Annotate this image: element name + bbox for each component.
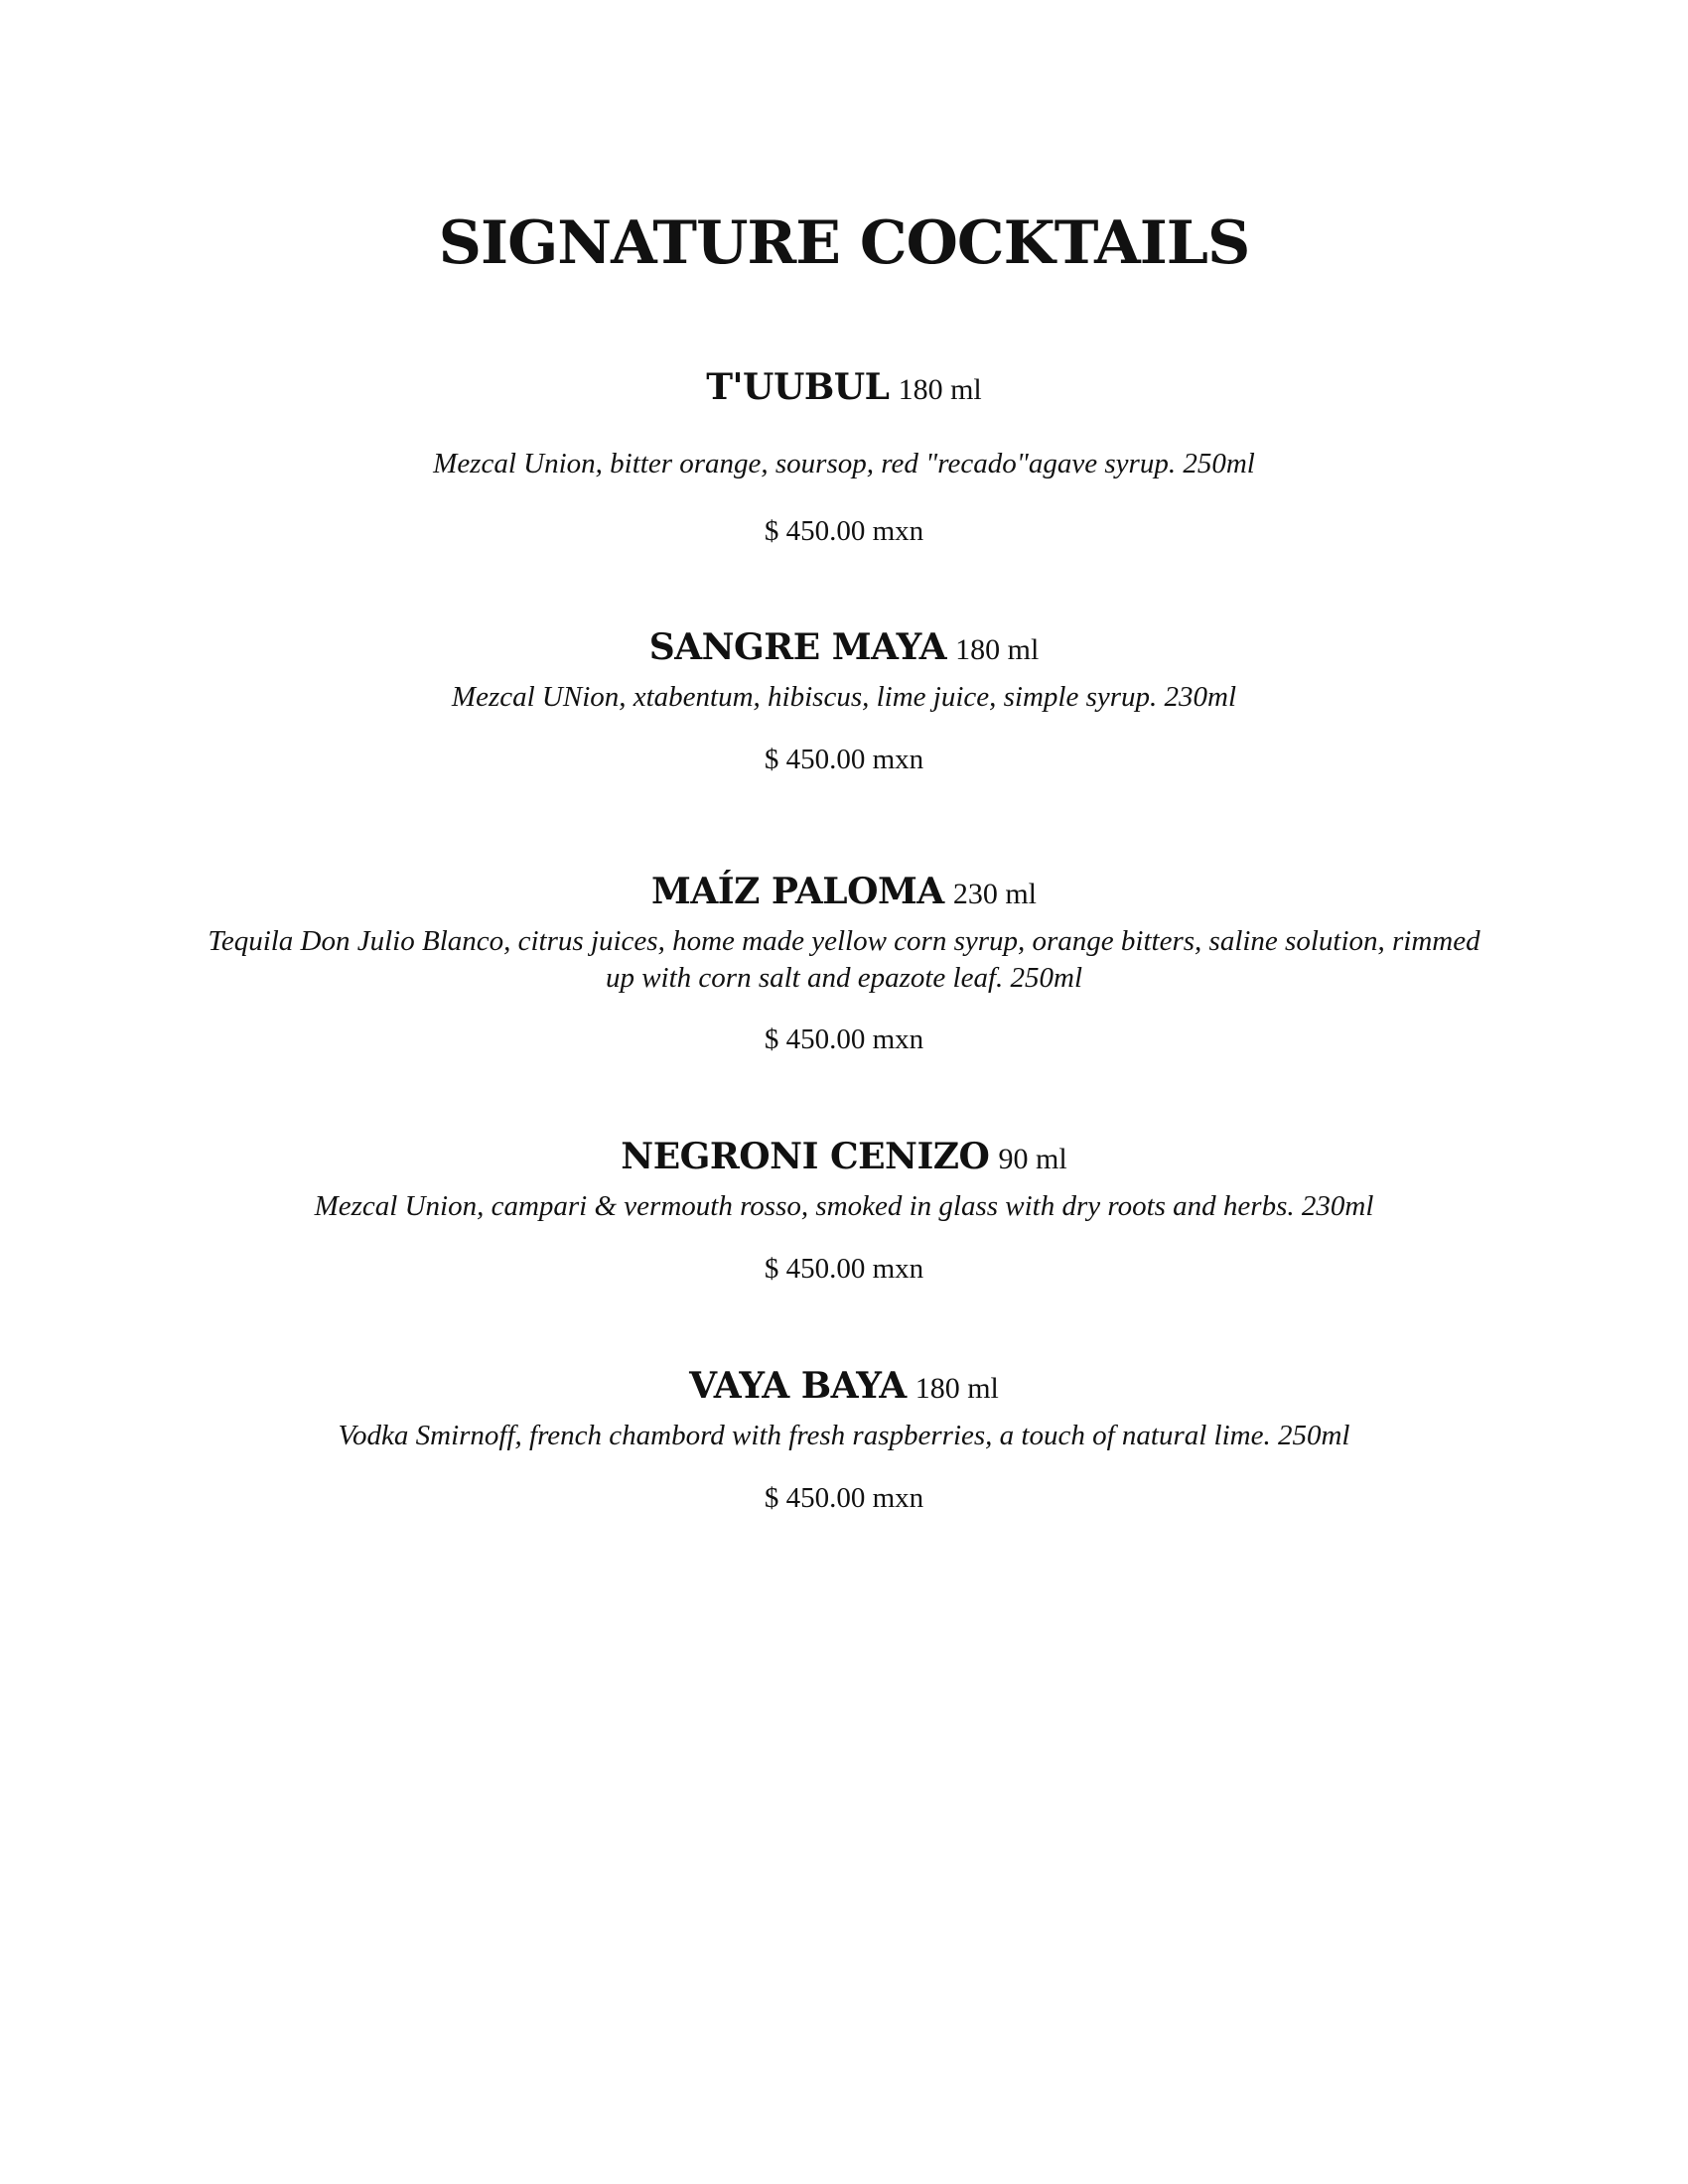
menu-item-volume: 90 ml: [998, 1143, 1067, 1175]
menu-item-heading: [199, 362, 1489, 419]
menu-item-description: Mezcal Union, bitter orange, soursop, red "recado"agave syrup. 250ml: [433, 448, 1255, 479]
menu-item: [199, 362, 1489, 547]
menu-item-price: $ 450.00 mxn: [764, 1253, 924, 1285]
menu-item-description: Mezcal UNion, xtabentum, hibiscus, lime juice, simple syrup. 230ml: [451, 681, 1237, 713]
menu-item-name: T'UUBUL: [706, 366, 890, 408]
menu-item: [199, 867, 1489, 1055]
menu-item-price: $ 450.00 mxn: [764, 1024, 924, 1055]
menu-item-heading: [199, 1361, 1489, 1418]
menu-item-price: $ 450.00 mxn: [764, 1482, 924, 1514]
menu-item-price: $ 450.00 mxn: [764, 515, 924, 547]
menu-item-volume: 180 ml: [898, 373, 982, 406]
menu-item-name: SANGRE MAYA: [648, 626, 947, 668]
menu-item-description: Vodka Smirnoff, french chambord with fresh raspberries, a touch of natural lime. 250ml: [338, 1420, 1350, 1451]
menu-item: [199, 622, 1489, 775]
menu-item-name: MAÍZ PALOMA: [650, 871, 944, 912]
menu-item-volume: 180 ml: [955, 633, 1040, 666]
menu-item-price: $ 450.00 mxn: [764, 744, 924, 775]
menu-item: [199, 1361, 1489, 1514]
menu-item-description: Mezcal Union, campari & vermouth rosso, smoked in glass with dry roots and herbs. 230ml: [314, 1190, 1374, 1222]
menu-item: [199, 1132, 1489, 1285]
menu-item-heading: [199, 867, 1489, 923]
menu-item-volume: 180 ml: [914, 1372, 999, 1405]
menu-item-heading: [199, 1132, 1489, 1188]
menu-item-name: NEGRONI CENIZO: [621, 1136, 990, 1177]
menu-item-name: VAYA BAYA: [689, 1365, 907, 1407]
menu-item-heading: [199, 622, 1489, 679]
menu-item-volume: 230 ml: [952, 878, 1038, 910]
menu-item-description: Tequila Don Julio Blanco, citrus juices, home made yellow corn syrup, orange bitters, saline solution, rimmed up with corn salt and epazote leaf. 250ml: [208, 925, 1480, 994]
page-title: SIGNATURE COCKTAILS: [438, 208, 1250, 278]
